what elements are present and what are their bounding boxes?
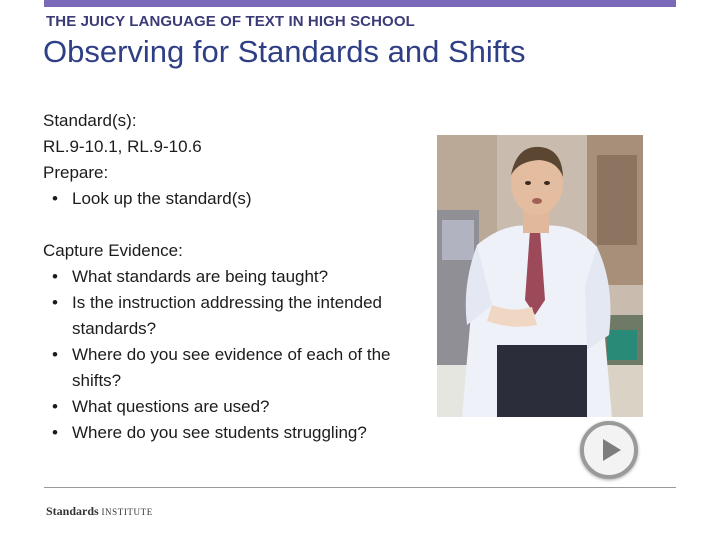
standards-heading: Standard(s): [43, 111, 137, 130]
top-accent-bar [44, 0, 676, 7]
prepare-list [43, 186, 423, 212]
standards-institute-logo [46, 504, 153, 519]
list-item: • What questions are used? [43, 394, 423, 420]
video-thumbnail[interactable] [437, 135, 643, 417]
slide-body [43, 108, 423, 446]
capture-list [43, 264, 423, 446]
classroom-teacher-image [437, 135, 643, 417]
logo-subtitle: INSTITUTE [101, 507, 153, 517]
play-button[interactable] [580, 421, 638, 479]
prepare-heading: Prepare: [43, 163, 109, 182]
list-item: • Where do you see students struggling? [43, 420, 423, 446]
standards-value: RL.9-10.1, RL.9-10.6 [43, 137, 202, 156]
list-item: • Look up the standard(s) [43, 186, 423, 212]
capture-heading: Capture Evidence: [43, 241, 183, 260]
slide-kicker: THE JUICY LANGUAGE OF TEXT IN HIGH SCHOOL [46, 13, 415, 30]
footer-divider [44, 487, 676, 488]
logo-wordmark: Standards [46, 504, 99, 518]
slide-title: Observing for Standards and Shifts [43, 34, 526, 69]
list-item: • What standards are being taught? [43, 264, 423, 290]
list-item: • Is the instruction addressing the intended standards? [43, 290, 423, 342]
list-item: • Where do you see evidence of each of the shifts? [43, 342, 423, 394]
play-icon [584, 425, 634, 475]
